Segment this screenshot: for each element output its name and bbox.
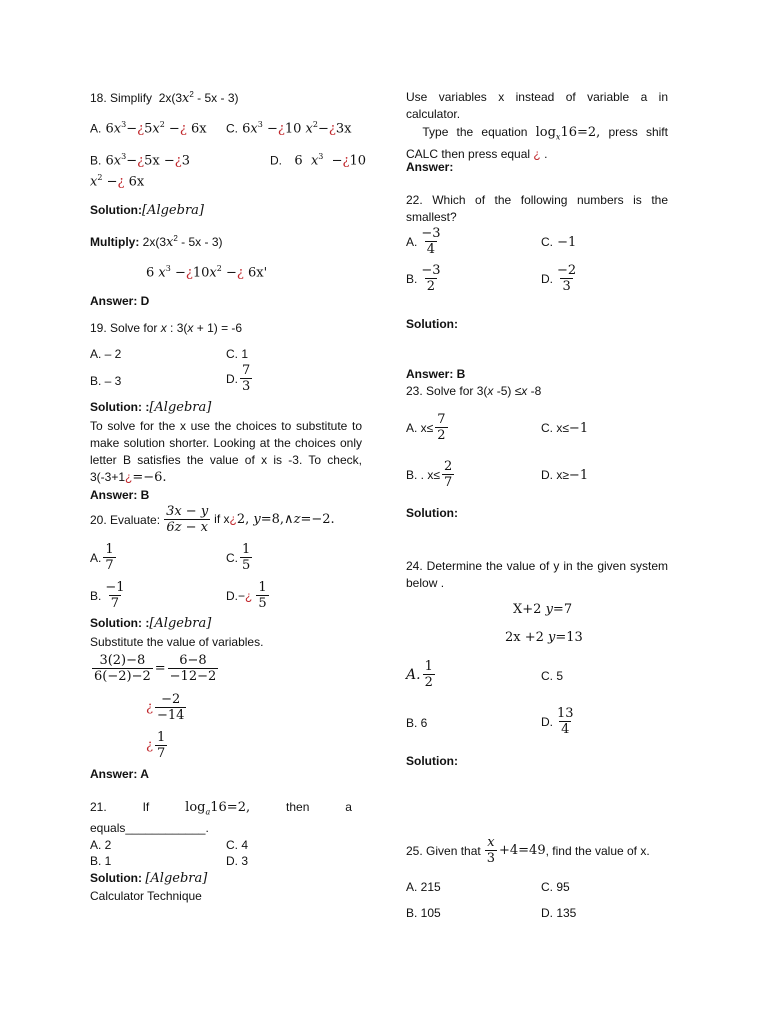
q23-choice-a: A. x≤ $\frac{7}{2}$ bbox=[406, 412, 446, 443]
q23-choice-d: D. x≥−1 bbox=[541, 468, 589, 483]
q19-solution: Solution: :[Algebra] bbox=[90, 400, 212, 415]
q21-cont-answer: Answer: bbox=[406, 160, 454, 174]
q20-choice-b: B. $\frac{-1}{7}$ bbox=[90, 580, 125, 611]
q24-choice-b: B. 6 bbox=[406, 716, 428, 730]
q24-eq1: X+2 y=7 bbox=[513, 602, 573, 617]
q21-choice-c: C. 4 bbox=[226, 838, 249, 852]
q22-choice-d: D. $\frac{-2}{3}$ bbox=[541, 263, 577, 294]
q18-choice-c: C. $6x^3$ −¿10 $x^2-¿3x$ bbox=[226, 120, 352, 137]
q25-title: 25. Given that $\frac{x}{3}$ +4=49 , find the value of x. bbox=[406, 835, 650, 866]
q18-step: 6 $x^3$ $-¿10x^2$ −¿ 6x' bbox=[146, 264, 268, 281]
q21-title-line2: equals____________. bbox=[90, 821, 209, 835]
q19-answer: Answer: B bbox=[90, 488, 150, 502]
q18-answer: Answer: D bbox=[90, 294, 150, 308]
q19-choice-b: B. – 3 bbox=[90, 374, 122, 388]
q24-solution: Solution: bbox=[406, 754, 458, 768]
q20-step3: ¿ $\frac{1}{7}$ bbox=[146, 730, 166, 761]
q20-solution: Solution: :[Algebra] bbox=[90, 616, 212, 631]
q22-choice-b: B. $\frac{-3}{2}$ bbox=[406, 263, 441, 294]
q22-choice-a: A. $\frac{-3}{4}$ bbox=[406, 226, 441, 257]
q20-explanation: Substitute the value of variables. bbox=[90, 635, 264, 649]
q20-choice-a: A. $\frac{1}{7}$ bbox=[90, 542, 114, 573]
q21-cont-line2: Type the equation $\log_x16=2$, press shift CALC then press equal ¿ . bbox=[406, 125, 668, 161]
q24-eq2: 2x +2 y=13 bbox=[505, 630, 583, 645]
q18-multiply: Multiply: $2x(3x^2 - 5x - 3)$ bbox=[90, 234, 223, 250]
q24-title: 24. Determine the value of y in the given system below . bbox=[406, 559, 668, 590]
q25-choice-c: C. 95 bbox=[541, 880, 570, 894]
q23-solution: Solution: bbox=[406, 506, 458, 520]
q24-choice-c: C. 5 bbox=[541, 669, 564, 683]
q19-choice-d: D. $\frac{7}{3}$ bbox=[226, 363, 251, 394]
q24-choice-a: A. $\frac{1}{2}$ bbox=[406, 659, 433, 690]
q19-choice-a: A. – 2 bbox=[90, 347, 122, 361]
q18-choice-b: B. $6x^3-¿5x$ −¿3 bbox=[90, 152, 190, 169]
q18-choice-d-line1: D. 6 $x^3$ −¿10 bbox=[270, 152, 367, 169]
q20-title: 20. Evaluate: $\frac{3x - y}{6z - x}$ if x¿2, y=8,∧z=−2. bbox=[90, 504, 335, 535]
q21-solution: Solution: [Algebra] bbox=[90, 871, 208, 886]
q20-step1: $\frac{3(2)-8}{6(-2)-2}$ = $\frac{6-8}{-12-2}$ bbox=[94, 653, 217, 684]
q21-choice-d: D. 3 bbox=[226, 854, 249, 868]
q21-cont-line1: Use variables x instead of variable a in calculator. bbox=[406, 90, 668, 121]
q25-choice-d: D. 135 bbox=[541, 906, 577, 920]
q20-step2: ¿ $\frac{-2}{-14}$ bbox=[146, 692, 185, 723]
q20-choice-c: C. $\frac{1}{5}$ bbox=[226, 542, 251, 573]
q22-solution: Solution: bbox=[406, 317, 458, 331]
q24-choice-d: D. $\frac{13}{4}$ bbox=[541, 706, 574, 737]
q19-choice-c: C. 1 bbox=[226, 347, 249, 361]
q21-choice-a: A. 2 bbox=[90, 838, 112, 852]
q18-choice-a: A. $6x^3-¿5x^2$ −¿ 6x bbox=[90, 120, 207, 137]
q19-title: 19. Solve for x : 3(x + 1) = -6 bbox=[90, 321, 243, 335]
q23-choice-c: C. x≤−1 bbox=[541, 421, 589, 436]
q18-choice-d-line2: $x^2$ −¿ 6x bbox=[90, 173, 145, 190]
q21-technique: Calculator Technique bbox=[90, 889, 202, 903]
q18-title: 18. Simplify $2x(3x^2 - 5x - 3)$ bbox=[90, 90, 239, 106]
q21-choice-b: B. 1 bbox=[90, 854, 112, 868]
q22-title: 22. Which of the following numbers is the smallest? bbox=[406, 193, 668, 224]
q20-choice-d: D.−¿ $\frac{1}{5}$ bbox=[226, 580, 267, 611]
q22-answer: Answer: B bbox=[406, 367, 466, 381]
q23-choice-b: B. . x≤ $\frac{2}{7}$ bbox=[406, 459, 453, 490]
q25-choice-b: B. 105 bbox=[406, 906, 441, 920]
q20-answer: Answer: A bbox=[90, 767, 149, 781]
q19-explanation: To solve for the x use the choices to substitute to make solution shorter. Looking at the choices only letter B satisfies the value of x is -3. To check, 3(-3+1¿=−6. bbox=[90, 419, 362, 485]
q25-choice-a: A. 215 bbox=[406, 880, 441, 894]
q23-title: 23. Solve for 3(x -5) ≤x -8 bbox=[406, 384, 542, 398]
q22-choice-c: C. −1 bbox=[541, 235, 577, 250]
q18-solution: Solution:[Algebra] bbox=[90, 203, 204, 218]
q21-title-line1: 21. If $\log_a16=2$, then a bbox=[90, 800, 352, 817]
